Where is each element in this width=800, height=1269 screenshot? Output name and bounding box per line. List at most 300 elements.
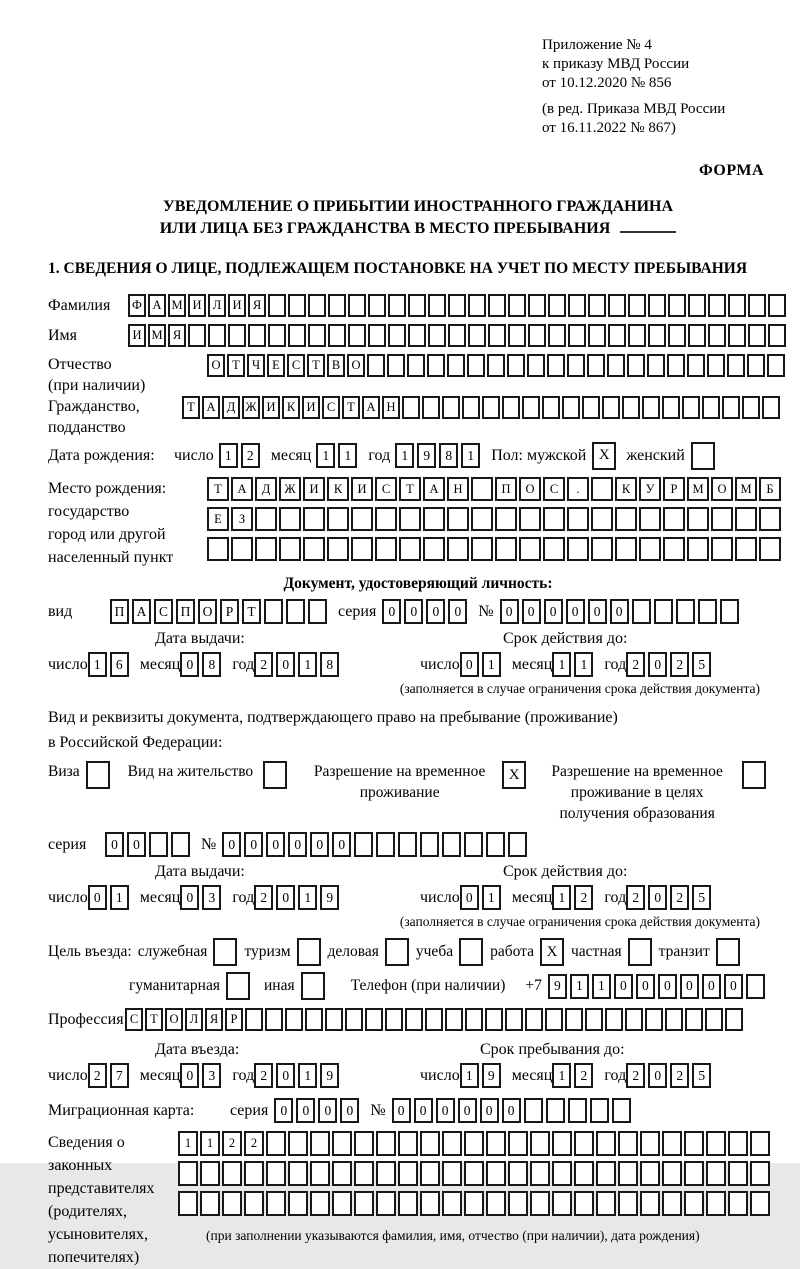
char-box[interactable]: [640, 1161, 660, 1186]
char-box[interactable]: [768, 294, 786, 317]
char-box[interactable]: [368, 324, 386, 347]
char-box[interactable]: [552, 1191, 572, 1216]
char-box[interactable]: 2: [670, 1063, 689, 1088]
char-box[interactable]: И: [128, 324, 146, 347]
char-box[interactable]: [688, 294, 706, 317]
char-box[interactable]: [407, 354, 425, 377]
char-box[interactable]: 1: [298, 652, 317, 677]
char-box[interactable]: [310, 1161, 330, 1186]
char-box[interactable]: [663, 537, 685, 561]
char-box[interactable]: [266, 1191, 286, 1216]
char-box[interactable]: [465, 1008, 483, 1031]
char-box[interactable]: 1: [200, 1131, 220, 1156]
char-box[interactable]: [442, 1131, 462, 1156]
char-box[interactable]: [486, 1131, 506, 1156]
char-box[interactable]: [706, 1191, 726, 1216]
char-box[interactable]: Б: [759, 477, 781, 501]
char-box[interactable]: А: [132, 599, 151, 624]
char-box[interactable]: О: [711, 477, 733, 501]
char-box[interactable]: [420, 1191, 440, 1216]
char-box[interactable]: И: [303, 477, 325, 501]
char-box[interactable]: [207, 537, 229, 561]
char-box[interactable]: [345, 1008, 363, 1031]
char-box[interactable]: Т: [399, 477, 421, 501]
char-box[interactable]: 0: [414, 1098, 433, 1123]
char-box[interactable]: [654, 599, 673, 624]
char-box[interactable]: [423, 507, 445, 531]
char-box[interactable]: Р: [225, 1008, 243, 1031]
char-box[interactable]: [445, 1008, 463, 1031]
char-box[interactable]: 0: [614, 974, 633, 999]
char-box[interactable]: [245, 1008, 263, 1031]
char-box[interactable]: [612, 1098, 631, 1123]
char-box[interactable]: [486, 1161, 506, 1186]
char-box[interactable]: [667, 354, 685, 377]
char-box[interactable]: [567, 537, 589, 561]
char-box[interactable]: [447, 354, 465, 377]
edu-residence-checkbox[interactable]: [742, 761, 766, 789]
char-box[interactable]: [565, 1008, 583, 1031]
char-box[interactable]: [750, 1161, 770, 1186]
char-box[interactable]: [530, 1161, 550, 1186]
char-box[interactable]: [748, 324, 766, 347]
char-box[interactable]: 0: [680, 974, 699, 999]
char-box[interactable]: [507, 354, 525, 377]
char-box[interactable]: [727, 354, 745, 377]
char-box[interactable]: [768, 324, 786, 347]
char-box[interactable]: [178, 1191, 198, 1216]
char-box[interactable]: [639, 537, 661, 561]
char-box[interactable]: 0: [648, 652, 667, 677]
char-box[interactable]: [568, 294, 586, 317]
char-box[interactable]: [574, 1161, 594, 1186]
char-box[interactable]: [545, 1008, 563, 1031]
char-box[interactable]: [354, 832, 373, 857]
char-box[interactable]: [767, 354, 785, 377]
char-box[interactable]: [591, 507, 613, 531]
char-box[interactable]: 2: [244, 1131, 264, 1156]
char-box[interactable]: 0: [244, 832, 263, 857]
char-box[interactable]: [200, 1191, 220, 1216]
char-box[interactable]: [228, 324, 246, 347]
char-box[interactable]: [687, 507, 709, 531]
char-box[interactable]: [387, 354, 405, 377]
char-box[interactable]: 0: [180, 652, 199, 677]
char-box[interactable]: 5: [692, 1063, 711, 1088]
char-box[interactable]: [468, 294, 486, 317]
char-box[interactable]: 0: [266, 832, 285, 857]
char-box[interactable]: Т: [342, 396, 360, 419]
char-box[interactable]: [255, 537, 277, 561]
char-box[interactable]: 5: [692, 885, 711, 910]
char-box[interactable]: [542, 396, 560, 419]
char-box[interactable]: Д: [222, 396, 240, 419]
purpose-humanitarian-checkbox[interactable]: [226, 972, 250, 1000]
char-box[interactable]: [662, 1191, 682, 1216]
char-box[interactable]: [608, 324, 626, 347]
char-box[interactable]: [303, 507, 325, 531]
char-box[interactable]: [327, 507, 349, 531]
char-box[interactable]: [528, 324, 546, 347]
char-box[interactable]: М: [735, 477, 757, 501]
char-box[interactable]: [615, 537, 637, 561]
char-box[interactable]: 8: [320, 652, 339, 677]
char-box[interactable]: [486, 832, 505, 857]
char-box[interactable]: [527, 354, 545, 377]
char-box[interactable]: А: [362, 396, 380, 419]
char-box[interactable]: [684, 1191, 704, 1216]
char-box[interactable]: [508, 1191, 528, 1216]
char-box[interactable]: [662, 1131, 682, 1156]
char-box[interactable]: 2: [574, 885, 593, 910]
char-box[interactable]: [178, 1161, 198, 1186]
char-box[interactable]: Е: [267, 354, 285, 377]
char-box[interactable]: С: [287, 354, 305, 377]
char-box[interactable]: [328, 294, 346, 317]
char-box[interactable]: 9: [417, 443, 436, 468]
char-box[interactable]: [248, 324, 266, 347]
char-box[interactable]: С: [543, 477, 565, 501]
char-box[interactable]: 0: [658, 974, 677, 999]
char-box[interactable]: [351, 507, 373, 531]
sex-male-checkbox[interactable]: X: [592, 442, 616, 470]
char-box[interactable]: [591, 537, 613, 561]
char-box[interactable]: 1: [552, 885, 571, 910]
char-box[interactable]: А: [202, 396, 220, 419]
char-box[interactable]: Я: [168, 324, 186, 347]
char-box[interactable]: [268, 294, 286, 317]
char-box[interactable]: [388, 294, 406, 317]
char-box[interactable]: [596, 1191, 616, 1216]
char-box[interactable]: [288, 324, 306, 347]
char-box[interactable]: [464, 832, 483, 857]
char-box[interactable]: [351, 537, 373, 561]
char-box[interactable]: [348, 294, 366, 317]
char-box[interactable]: [420, 1131, 440, 1156]
char-box[interactable]: [471, 477, 493, 501]
char-box[interactable]: К: [615, 477, 637, 501]
char-box[interactable]: [328, 324, 346, 347]
char-box[interactable]: [519, 507, 541, 531]
char-box[interactable]: [264, 599, 283, 624]
char-box[interactable]: [642, 396, 660, 419]
char-box[interactable]: Т: [307, 354, 325, 377]
char-box[interactable]: С: [322, 396, 340, 419]
char-box[interactable]: [310, 1131, 330, 1156]
char-box[interactable]: [398, 1161, 418, 1186]
char-box[interactable]: Н: [382, 396, 400, 419]
char-box[interactable]: [467, 354, 485, 377]
char-box[interactable]: И: [188, 294, 206, 317]
char-box[interactable]: 2: [254, 1063, 273, 1088]
char-box[interactable]: 9: [320, 885, 339, 910]
char-box[interactable]: [698, 599, 717, 624]
char-box[interactable]: Ж: [242, 396, 260, 419]
char-box[interactable]: 8: [202, 652, 221, 677]
char-box[interactable]: 1: [178, 1131, 198, 1156]
char-box[interactable]: 0: [180, 885, 199, 910]
char-box[interactable]: [525, 1008, 543, 1031]
char-box[interactable]: [759, 507, 781, 531]
char-box[interactable]: А: [423, 477, 445, 501]
char-box[interactable]: О: [165, 1008, 183, 1031]
char-box[interactable]: [332, 1131, 352, 1156]
char-box[interactable]: [285, 1008, 303, 1031]
char-box[interactable]: [495, 537, 517, 561]
char-box[interactable]: [399, 537, 421, 561]
char-box[interactable]: [682, 396, 700, 419]
char-box[interactable]: [399, 507, 421, 531]
char-box[interactable]: И: [228, 294, 246, 317]
char-box[interactable]: 0: [648, 885, 667, 910]
char-box[interactable]: [171, 832, 190, 857]
char-box[interactable]: Т: [145, 1008, 163, 1031]
char-box[interactable]: [367, 354, 385, 377]
char-box[interactable]: [288, 1131, 308, 1156]
char-box[interactable]: [665, 1008, 683, 1031]
char-box[interactable]: [231, 537, 253, 561]
char-box[interactable]: 2: [626, 885, 645, 910]
char-box[interactable]: [354, 1131, 374, 1156]
char-box[interactable]: [303, 537, 325, 561]
char-box[interactable]: [748, 294, 766, 317]
char-box[interactable]: [471, 507, 493, 531]
char-box[interactable]: 0: [127, 832, 146, 857]
char-box[interactable]: 0: [340, 1098, 359, 1123]
char-box[interactable]: И: [351, 477, 373, 501]
char-box[interactable]: 1: [482, 885, 501, 910]
char-box[interactable]: [530, 1131, 550, 1156]
char-box[interactable]: С: [375, 477, 397, 501]
char-box[interactable]: [645, 1008, 663, 1031]
char-box[interactable]: [746, 974, 765, 999]
char-box[interactable]: 1: [574, 652, 593, 677]
char-box[interactable]: [388, 324, 406, 347]
char-box[interactable]: [286, 599, 305, 624]
char-box[interactable]: [471, 537, 493, 561]
char-box[interactable]: [627, 354, 645, 377]
char-box[interactable]: [588, 324, 606, 347]
char-box[interactable]: 9: [482, 1063, 501, 1088]
char-box[interactable]: 0: [500, 599, 519, 624]
char-box[interactable]: 0: [332, 832, 351, 857]
char-box[interactable]: [708, 294, 726, 317]
char-box[interactable]: 2: [254, 652, 273, 677]
char-box[interactable]: И: [262, 396, 280, 419]
char-box[interactable]: [706, 1131, 726, 1156]
char-box[interactable]: 0: [702, 974, 721, 999]
char-box[interactable]: [640, 1191, 660, 1216]
char-box[interactable]: [747, 354, 765, 377]
char-box[interactable]: [354, 1191, 374, 1216]
char-box[interactable]: К: [327, 477, 349, 501]
char-box[interactable]: А: [231, 477, 253, 501]
char-box[interactable]: [720, 599, 739, 624]
char-box[interactable]: 1: [552, 1063, 571, 1088]
char-box[interactable]: [376, 1161, 396, 1186]
char-box[interactable]: [602, 396, 620, 419]
char-box[interactable]: [608, 294, 626, 317]
char-box[interactable]: 1: [395, 443, 414, 468]
char-box[interactable]: [420, 1161, 440, 1186]
char-box[interactable]: [310, 1191, 330, 1216]
purpose-transit-checkbox[interactable]: [716, 938, 740, 966]
char-box[interactable]: [464, 1191, 484, 1216]
char-box[interactable]: И: [302, 396, 320, 419]
char-box[interactable]: 5: [692, 652, 711, 677]
char-box[interactable]: [735, 537, 757, 561]
char-box[interactable]: [405, 1008, 423, 1031]
char-box[interactable]: 0: [276, 652, 295, 677]
char-box[interactable]: [567, 354, 585, 377]
char-box[interactable]: [742, 396, 760, 419]
char-box[interactable]: [687, 354, 705, 377]
char-box[interactable]: 7: [110, 1063, 129, 1088]
char-box[interactable]: Р: [220, 599, 239, 624]
char-box[interactable]: 2: [88, 1063, 107, 1088]
char-box[interactable]: 1: [316, 443, 335, 468]
char-box[interactable]: О: [519, 477, 541, 501]
char-box[interactable]: [562, 396, 580, 419]
char-box[interactable]: Я: [248, 294, 266, 317]
char-box[interactable]: 1: [461, 443, 480, 468]
char-box[interactable]: 1: [338, 443, 357, 468]
char-box[interactable]: 2: [670, 652, 689, 677]
purpose-business-checkbox[interactable]: [385, 938, 409, 966]
char-box[interactable]: [547, 354, 565, 377]
char-box[interactable]: Р: [663, 477, 685, 501]
visa-checkbox[interactable]: [86, 761, 110, 789]
char-box[interactable]: Т: [207, 477, 229, 501]
char-box[interactable]: [408, 324, 426, 347]
char-box[interactable]: Ф: [128, 294, 146, 317]
char-box[interactable]: [615, 507, 637, 531]
char-box[interactable]: [552, 1131, 572, 1156]
char-box[interactable]: 0: [522, 599, 541, 624]
char-box[interactable]: [707, 354, 725, 377]
char-box[interactable]: [255, 507, 277, 531]
char-box[interactable]: [495, 507, 517, 531]
char-box[interactable]: [728, 1161, 748, 1186]
char-box[interactable]: 0: [105, 832, 124, 857]
char-box[interactable]: 2: [241, 443, 260, 468]
char-box[interactable]: [486, 1191, 506, 1216]
char-box[interactable]: [574, 1131, 594, 1156]
purpose-other-checkbox[interactable]: [301, 972, 325, 1000]
char-box[interactable]: 9: [320, 1063, 339, 1088]
char-box[interactable]: У: [639, 477, 661, 501]
char-box[interactable]: [628, 294, 646, 317]
char-box[interactable]: [308, 324, 326, 347]
char-box[interactable]: [447, 507, 469, 531]
char-box[interactable]: [188, 324, 206, 347]
char-box[interactable]: [668, 294, 686, 317]
char-box[interactable]: Л: [185, 1008, 203, 1031]
char-box[interactable]: 0: [436, 1098, 455, 1123]
char-box[interactable]: [288, 1161, 308, 1186]
char-box[interactable]: [305, 1008, 323, 1031]
char-box[interactable]: [427, 354, 445, 377]
char-box[interactable]: [508, 294, 526, 317]
char-box[interactable]: 0: [296, 1098, 315, 1123]
char-box[interactable]: [385, 1008, 403, 1031]
char-box[interactable]: 0: [502, 1098, 521, 1123]
char-box[interactable]: 0: [724, 974, 743, 999]
char-box[interactable]: [585, 1008, 603, 1031]
char-box[interactable]: [728, 1131, 748, 1156]
char-box[interactable]: [332, 1191, 352, 1216]
char-box[interactable]: [568, 1098, 587, 1123]
char-box[interactable]: [502, 396, 520, 419]
char-box[interactable]: 0: [222, 832, 241, 857]
char-box[interactable]: [428, 324, 446, 347]
char-box[interactable]: [398, 1191, 418, 1216]
char-box[interactable]: [548, 294, 566, 317]
char-box[interactable]: [354, 1161, 374, 1186]
char-box[interactable]: [605, 1008, 623, 1031]
char-box[interactable]: 0: [566, 599, 585, 624]
char-box[interactable]: [348, 324, 366, 347]
char-box[interactable]: Т: [227, 354, 245, 377]
char-box[interactable]: [705, 1008, 723, 1031]
char-box[interactable]: [668, 324, 686, 347]
char-box[interactable]: Т: [182, 396, 200, 419]
char-box[interactable]: 0: [276, 885, 295, 910]
char-box[interactable]: [648, 294, 666, 317]
char-box[interactable]: [482, 396, 500, 419]
char-box[interactable]: [508, 1161, 528, 1186]
char-box[interactable]: О: [207, 354, 225, 377]
char-box[interactable]: 0: [392, 1098, 411, 1123]
char-box[interactable]: [376, 1131, 396, 1156]
char-box[interactable]: [587, 354, 605, 377]
char-box[interactable]: 0: [588, 599, 607, 624]
char-box[interactable]: 0: [636, 974, 655, 999]
char-box[interactable]: 0: [460, 885, 479, 910]
char-box[interactable]: [266, 1161, 286, 1186]
char-box[interactable]: 1: [219, 443, 238, 468]
char-box[interactable]: [208, 324, 226, 347]
char-box[interactable]: [327, 537, 349, 561]
char-box[interactable]: [464, 1161, 484, 1186]
char-box[interactable]: [398, 832, 417, 857]
char-box[interactable]: [722, 396, 740, 419]
char-box[interactable]: 3: [202, 1063, 221, 1088]
char-box[interactable]: [288, 294, 306, 317]
char-box[interactable]: М: [148, 324, 166, 347]
char-box[interactable]: [750, 1191, 770, 1216]
char-box[interactable]: 2: [574, 1063, 593, 1088]
char-box[interactable]: 0: [276, 1063, 295, 1088]
char-box[interactable]: [632, 599, 651, 624]
char-box[interactable]: [568, 324, 586, 347]
char-box[interactable]: С: [154, 599, 173, 624]
char-box[interactable]: П: [495, 477, 517, 501]
purpose-private-checkbox[interactable]: [628, 938, 652, 966]
char-box[interactable]: [735, 507, 757, 531]
purpose-tourism-checkbox[interactable]: [297, 938, 321, 966]
char-box[interactable]: 9: [548, 974, 567, 999]
char-box[interactable]: 1: [552, 652, 571, 677]
char-box[interactable]: [288, 1191, 308, 1216]
temp-residence-checkbox[interactable]: X: [502, 761, 526, 789]
purpose-business-trip-checkbox[interactable]: [213, 938, 237, 966]
char-box[interactable]: [442, 396, 460, 419]
char-box[interactable]: [708, 324, 726, 347]
char-box[interactable]: [422, 396, 440, 419]
char-box[interactable]: Ч: [247, 354, 265, 377]
char-box[interactable]: [548, 324, 566, 347]
